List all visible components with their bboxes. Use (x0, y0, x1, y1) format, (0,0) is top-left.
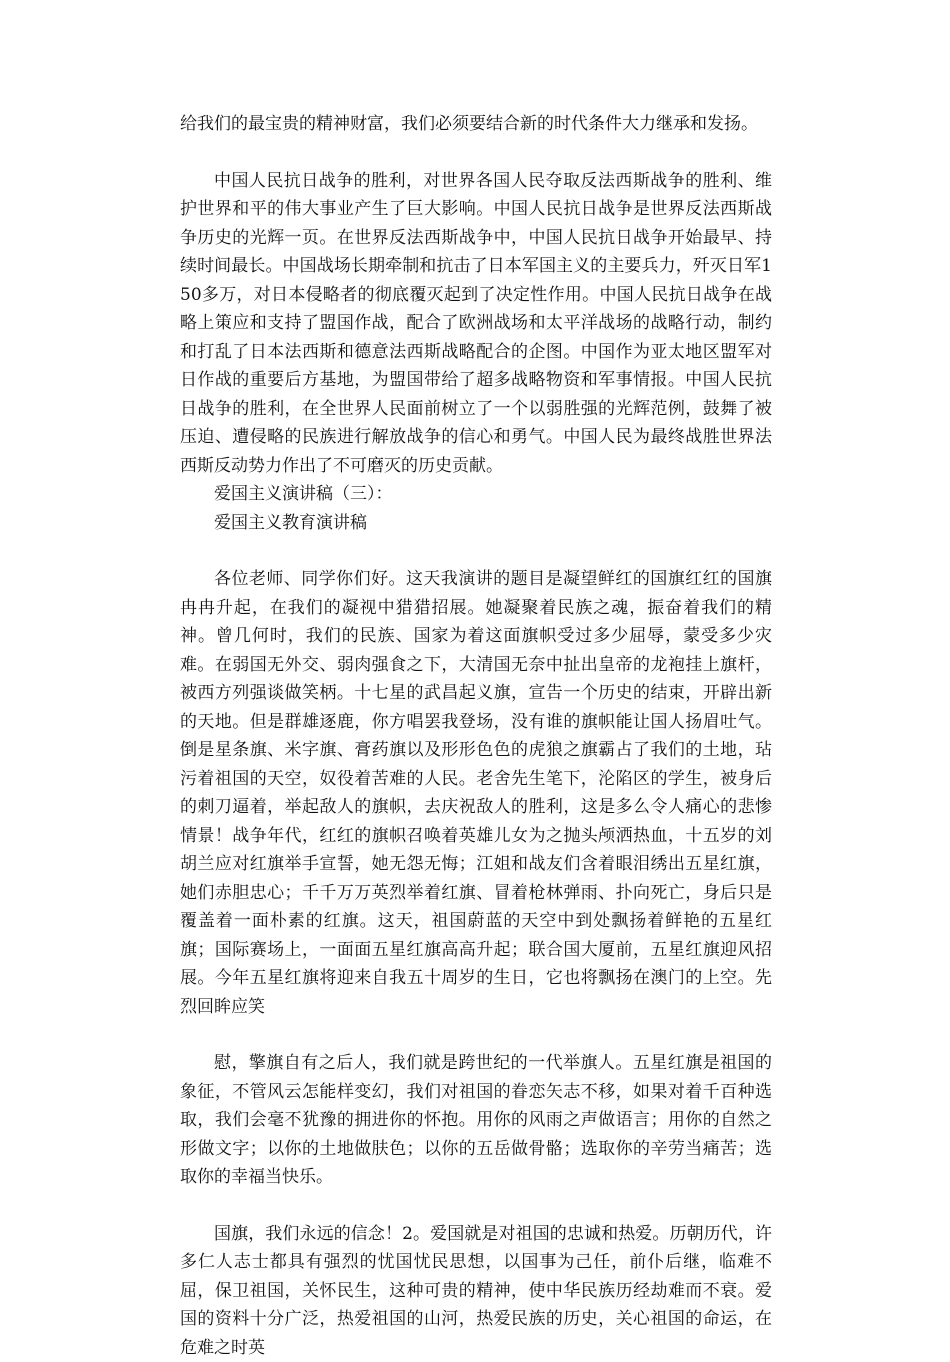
document-page (180, 110, 772, 1362)
paragraph-war-victory: 中国人民抗日战争的胜利，对世界各国人民夺取反法西斯战争的胜利、维护世界和平的伟大事业产生了巨大影响。中国人民抗日战争是世界反法西斯战争历史的光辉一页。在世界反法西斯战争中，中国人民抗日战争开始最早、持续时间最长。中国战场长期牵制和抗击了日本军国主义的主要兵力，歼灭日军150多万，对日本侵略者的彻底覆灭起到了决定性作用。中国人民抗日战争在战略上策应和支持了盟国作战，配合了欧洲战场和太平洋战场的战略行动，制约和打乱了日本法西斯和德意法西斯战略配合的企图。中国作为亚太地区盟军对日作战的重要后方基地，为盟国带给了超多战略物资和军事情报。中国人民抗日战争的胜利，在全世界人民面前树立了一个以弱胜强的光辉范例，鼓舞了被压迫、遭侵略的民族进行解放战争的信心和勇气。中国人民为最终战胜世界法西斯反动势力作出了不可磨灭的历史贡献。 (180, 167, 772, 481)
paragraph-continuation: 给我们的最宝贵的精神财富，我们必须要结合新的时代条件大力继承和发扬。 (180, 110, 772, 139)
speech-title: 爱国主义教育演讲稿 (180, 509, 772, 538)
paragraph-patriotism: 国旗，我们永远的信念！2。爱国就是对祖国的忠诚和热爱。历朝历代，许多仁人志士都具有强烈的忧国忧民思想，以国事为己任，前仆后继，临难不屈，保卫祖国，关怀民生，这种可贵的精神，使中华民族历经劫难而不衰。爱国的资料十分广泛，热爱祖国的山河，热爱民族的历史，关心祖国的命运，在危难之时英 (180, 1220, 772, 1362)
section-heading: 爱国主义演讲稿（三）： (180, 480, 772, 509)
paragraph-national-flag: 各位老师、同学你们好。这天我演讲的题目是凝望鲜红的国旗红红的国旗冉冉升起，在我们的凝视中猎猎招展。她凝聚着民族之魂，振奋着我们的精神。曾几何时，我们的民族、国家为着这面旗帜受过多少屈辱，蒙受多少灾难。在弱国无外交、弱肉强食之下，大清国无奈中扯出皇帝的龙袍挂上旗杆，被西方列强谈做笑柄。十七星的武昌起义旗，宣告一个历史的结束，开辟出新的天地。但是群雄逐鹿，你方唱罢我登场，没有谁的旗帜能让国人扬眉吐气。倒是星条旗、米字旗、膏药旗以及形形色色的虎狼之旗霸占了我们的土地，玷污着祖国的天空，奴役着苦难的人民。老舍先生笔下，沦陷区的学生，被身后的刺刀逼着，举起敌人的旗帜，去庆祝敌人的胜利，这是多么令人痛心的悲惨情景！战争年代，红红的旗帜召唤着英雄儿女为之抛头颅洒热血，十五岁的刘胡兰应对红旗举手宣誓，她无怨无悔；江姐和战友们含着眼泪绣出五星红旗，她们赤胆忠心；千千万万英烈举着红旗、冒着枪林弹雨、扑向死亡，身后只是覆盖着一面朴素的红旗。这天，祖国蔚蓝的天空中到处飘扬着鲜艳的五星红旗；国际赛场上，一面面五星红旗高高升起；联合国大厦前，五星红旗迎风招展。今年五星红旗将迎来自我五十周岁的生日，它也将飘扬在澳门的上空。先烈回眸应笑 (180, 565, 772, 1021)
paragraph-flag-bearers: 慰，擎旗自有之后人，我们就是跨世纪的一代举旗人。五星红旗是祖国的象征，不管风云怎能样变幻，我们对祖国的眷恋矢志不移，如果对着千百种选取，我们会毫不犹豫的拥进你的怀抱。用你的风雨之声做语言；用你的自然之形做文字；以你的土地做肤色；以你的五岳做骨骼；选取你的辛劳当痛苦；选取你的幸福当快乐。 (180, 1049, 772, 1192)
